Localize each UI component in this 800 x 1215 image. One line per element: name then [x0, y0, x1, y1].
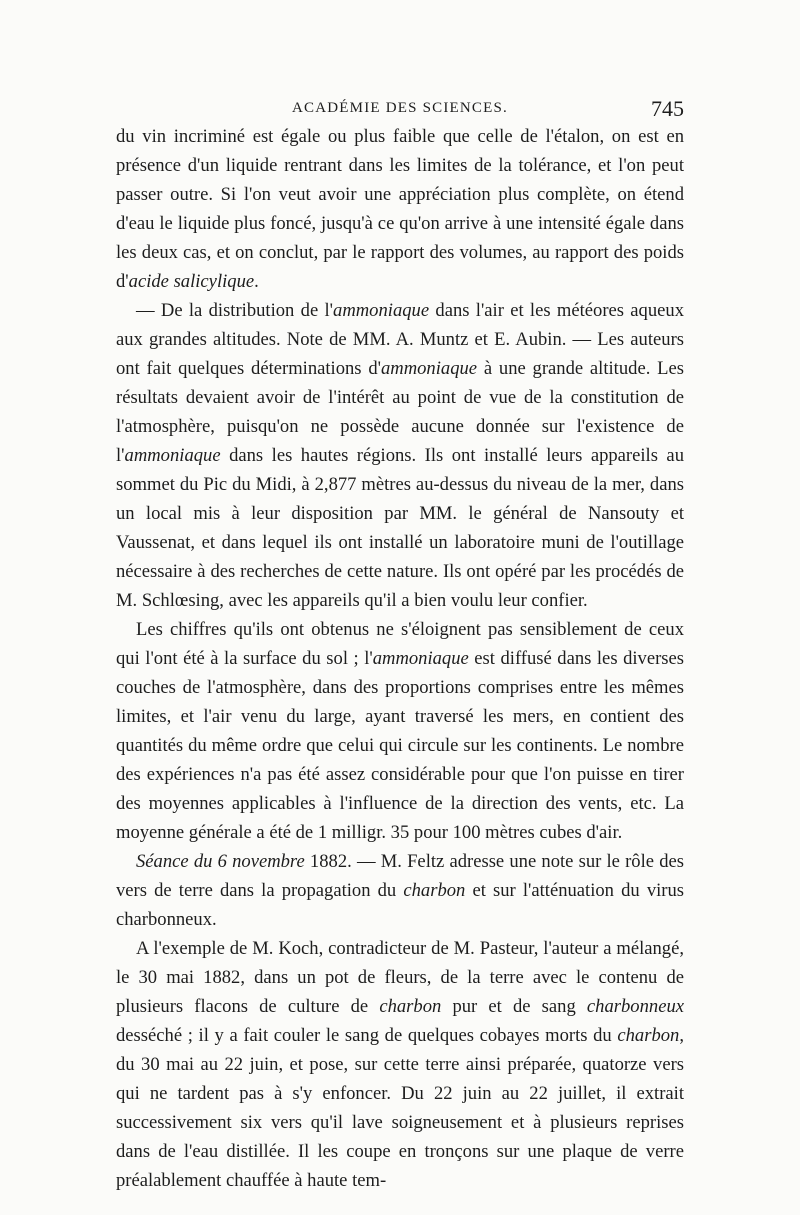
italic-run: ammoniaque [380, 358, 478, 379]
text-run: — De la distribution de l' [136, 300, 334, 321]
text-run: A l'exemple de M. Koch, contradicteur de M. Pasteur, l'auteur a mélangé, le 30 mai 1882, dans un pot de fleurs, de la terre avec le contenu de plusieurs flacons de culture de [116, 938, 684, 1017]
body-text [116, 122, 684, 1195]
italic-run: ammoniaque [124, 445, 221, 466]
italic-run: acide salicylique [128, 271, 255, 292]
paragraph-ammonia-note [116, 296, 684, 615]
paragraph-ammonia-results [116, 615, 684, 847]
text-run: à une grande altitude. Les résultats devaient avoir de l'intérêt au point de vue de la constitution de l'atmosphère, puisqu'on ne possède aucune donnée sur l'existence de l' [116, 358, 684, 466]
paragraph-koch-experiment [116, 934, 684, 1195]
text-run: . [254, 271, 259, 292]
italic-run: charbon [403, 880, 466, 901]
text-run: desséché ; il y a fait couler le sang de quelques cobayes morts du [116, 1025, 618, 1046]
text-run: dans les hautes régions. Ils ont installé leurs appareils au sommet du Pic du Midi, à 2,877 mètres au-dessus du niveau de la mer, dans un local mis à leur disposition par MM. le général de Nansouty et Vaussenat, et dans lequel ils ont installé un laboratoire muni de l'outillage nécessaire à des recherches de cette nature. Ils ont opéré par les procédés de M. Schlœsing, avec les appareils qu'il a bien voulu leur confier. [116, 445, 684, 611]
text-run: dans l'air et les météores aqueux aux grandes altitudes. Note de MM. A. Muntz et E. Aubin. — Les auteurs ont fait quelques déterminations d' [116, 300, 685, 379]
text-run: , du 30 mai au 22 juin, et pose, sur cette terre ainsi préparée, quatorze vers qui ne tardent pas à s'y enfoncer. Du 22 juin au 22 juillet, il extrait successivement six vers qu'il lave soigneusement et à plusieurs reprises dans de l'eau distillée. Il les coupe en tronçons sur une plaque de verre préalablement chauffée à haute tem- [116, 1025, 684, 1191]
italic-run: charbon [617, 1025, 680, 1046]
italic-run: ammoniaque [372, 648, 469, 669]
text-run: est diffusé dans les diverses couches de l'atmosphère, dans des proportions comprises entre les mêmes limites, et l'air venu du large, ayant traversé les mers, en contient des quantités du même ordre que celui qui circule sur les continents. Le nombre des expériences n'a pas été assez considérable pour que l'on puisse en tirer des moyennes applicables à l'influence de la direction des vents, etc. La moyenne générale a été de 1 milligr. 35 pour 100 mètres cubes d'air. [116, 648, 684, 843]
italic-run: charbon [379, 996, 442, 1017]
text-run: 1882. — M. Feltz adresse une note sur le rôle des vers de terre dans la propagation du [116, 851, 685, 901]
paragraph-salicylic-conclusion [116, 122, 684, 296]
italic-run: Séance du 6 novembre [136, 851, 305, 872]
text-run: Les chiffres qu'ils ont obtenus ne s'éloignent pas sensiblement de ceux qui l'ont été à la surface du sol ; l' [116, 619, 684, 669]
page-number: 745 [651, 96, 684, 121]
text-run: du vin incriminé est égale ou plus faible que celle de l'étalon, on est en présence d'un liquide rentrant dans les limites de la tolérance, et l'on peut passer outre. Si l'on veut avoir une appréciation plus complète, on étend d'eau le liquide plus foncé, jusqu'à ce qu'on arrive à une intensité égale dans les deux cas, et on conclut, par le rapport des volumes, au rapport des poids d' [116, 126, 684, 292]
text-run: et sur l'atténuation du virus charbonneux. [116, 880, 685, 930]
text-run: pur et de sang [441, 996, 587, 1017]
running-title: ACADÉMIE DES SCIENCES. [292, 100, 508, 116]
italic-run: charbonneux [586, 996, 684, 1017]
italic-run: ammoniaque [333, 300, 430, 321]
paragraph-seance-feltz [116, 847, 684, 934]
